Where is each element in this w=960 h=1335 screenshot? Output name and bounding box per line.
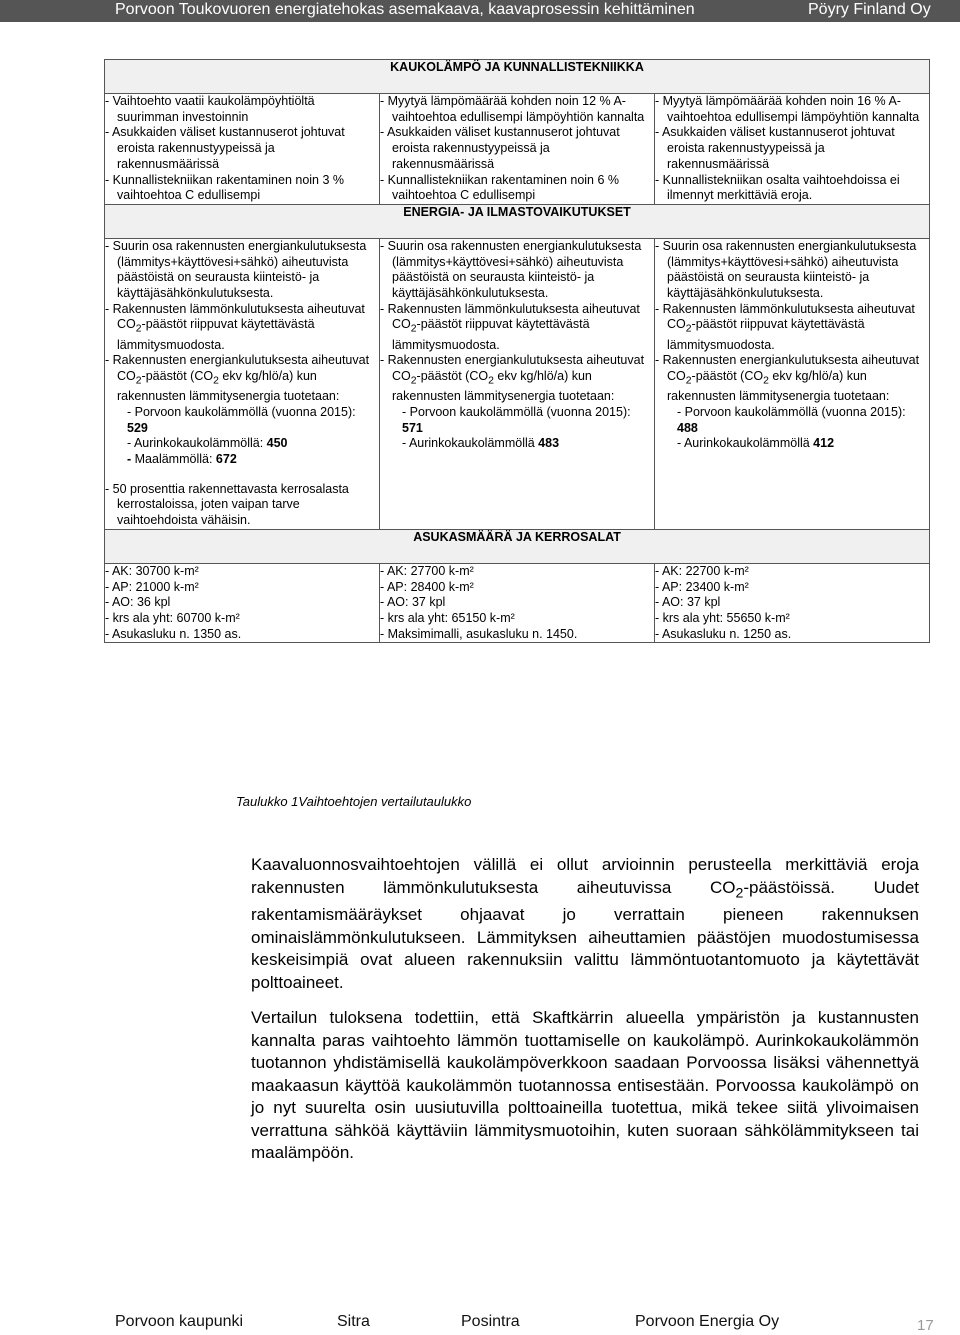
sub-item: - Maalämmöllä: 672 [127, 452, 237, 467]
list-item: - AK: 30700 k-m² [105, 563, 199, 578]
sub-item: - Aurinkokaukolämmöllä 412 [677, 436, 835, 451]
list-item: - Asukkaiden väliset kustannuserot johtuvat eroista rakennustyypeissä ja rakennusmäärissä [105, 125, 345, 171]
list-item: - Rakennusten lämmönkulutuksesta aiheutuvat $CO_2$-päästöt riippuvat käytettävästä lämmitysmuodosta. [655, 301, 915, 352]
list-item: - AP: 28400 k-m² [380, 579, 474, 594]
paragraph: Kaavaluonnosvaihtoehtojen välillä ei ollut arvioinnin perusteella merkittäviä eroja rakennusten lämmönkulutuksesta aiheutuvissa $CO_2$-päästöissä. Uudet rakentamismääräykset ohjaavat jo verrattain pieneen rakennuksen ominaislämmönkulutukseen. Lämmityksen aiheuttamien päästöjen muodostumisessa keskeisimpiä ovat alueen rakennuksiin valittu lämmöntuotantomuoto ja käytettävät polttoaineet. [251, 855, 919, 992]
list-item: - Rakennusten energiankulutuksesta aiheutuvat $CO_2$-päästöt ($CO_2$ ekv kg/hlö/a) kun rakennusten lämmitysenergia tuotetaan: [380, 353, 645, 404]
list-item: - Kunnallistekniikan osalta vaihtoehdoissa ei ilmennyt merkittäviä eroja. [655, 172, 900, 203]
section-title-energy: ENERGIA- JA ILMASTOVAIKUTUKSET [105, 204, 930, 238]
list-item: - Kunnallistekniikan rakentaminen noin 3 % vaihtoehtoa C edullisempi [105, 172, 345, 203]
sub-item: - Aurinkokaukolämmöllä 483 [402, 436, 560, 451]
list-item: - Suurin osa rakennusten energiankulutuksesta (lämmitys+käyttövesi+sähkö) aiheutuvista päästöistä on seurausta kiinteistö- ja käyttäjäsähkönkulutuksesta. [380, 238, 642, 301]
header-title: Porvoon Toukovuoren energiatehokas asemakaava, kaavaprosessin kehittäminen [115, 1, 695, 18]
section-title-district-heating: KAUKOLÄMPÖ JA KUNNALLISTEKNIIKKA [105, 60, 930, 94]
comparison-table [104, 59, 930, 643]
list-item: - Suurin osa rakennusten energiankulutuksesta (lämmitys+käyttövesi+sähkö) aiheutuvista päästöistä on seurausta kiinteistö- ja käyttäjäsähkönkulutuksesta. [105, 238, 367, 301]
list-item: - 50 prosenttia rakennettavasta kerrosalasta kerrostaloissa, joten vaipan tarve vaihtoehdoista vähäisin. [105, 481, 349, 528]
sub-item: - Porvoon kaukolämmöllä (vuonna 2015): 529 [127, 404, 356, 435]
list-item: - AO: 36 kpl [105, 595, 171, 610]
footer-item: Posintra [461, 1313, 520, 1330]
page-footer [0, 1313, 960, 1335]
district-heating-col1 [105, 94, 380, 205]
list-item: - AK: 22700 k-m² [655, 563, 749, 578]
list-item: - Myytyä lämpömäärää kohden noin 12 % A-vaihtoehtoa edullisempi lämpöyhtiön kannalta [380, 94, 645, 124]
sub-item: - Porvoon kaukolämmöllä (vuonna 2015): 571 [402, 404, 631, 435]
header-company: Pöyry Finland Oy [808, 1, 931, 18]
list-item: - Rakennusten energiankulutuksesta aiheutuvat $CO_2$-päästöt ($CO_2$ ekv kg/hlö/a) kun rakennusten lämmitysenergia tuotetaan: [105, 353, 370, 404]
energy-col2 [380, 238, 655, 529]
list-item: - Maksimimalli, asukasluku n. 1450. [380, 626, 578, 641]
footer-item: Porvoon kaupunki [115, 1313, 244, 1330]
paragraph: Vertailun tuloksena todettiin, että Skaftkärrin alueella ympäristön ja kustannusten kannalta paras vaihtoehto lämmön tuottamiselle on kaukolämpö. Aurinkokaukolämmön tuotannon yhdistämisellä kaukolämpöverkkoon saadaan Porvoossa lisäksi vähennettyä maakaasun käyttöä kaukolämmön tuotannossa entisestään. Porvoossa kaukolämpö on jo nyt suurelta osin uusiutuvilla polttoaineilla tuotettua, mikä tekee siitä ylivoimaisen verrattuna sähköä käyttäviin lämmitysmuotoihin, kuten suoraan sähkölämmitykseen tai maalämpöön. [251, 1008, 919, 1163]
page-header [0, 0, 960, 22]
list-item: - Suurin osa rakennusten energiankulutuksesta (lämmitys+käyttövesi+sähkö) aiheutuvista päästöistä on seurausta kiinteistö- ja käyttäjäsähkönkulutuksesta. [655, 238, 917, 301]
residents-col2 [380, 563, 655, 643]
list-item: - krs ala yht: 60700 k-m² [105, 610, 240, 625]
list-item: - Rakennusten lämmönkulutuksesta aiheutuvat $CO_2$-päästöt riippuvat käytettävästä lämmitysmuodosta. [105, 301, 365, 352]
footer-item: Porvoon Energia Oy [635, 1313, 780, 1330]
list-item: - AO: 37 kpl [655, 595, 721, 610]
list-item: - AK: 27700 k-m² [380, 563, 474, 578]
list-item: - Asukasluku n. 1350 as. [105, 626, 242, 641]
page-number: 17 [917, 1317, 934, 1334]
body-text [251, 854, 919, 1178]
residents-col1 [105, 563, 380, 643]
sub-item: - Porvoon kaukolämmöllä (vuonna 2015): 488 [677, 404, 906, 435]
list-item: - krs ala yht: 55650 k-m² [655, 610, 790, 625]
list-item: - Asukkaiden väliset kustannuserot johtuvat eroista rakennustyypeissä ja rakennusmäärissä [655, 125, 895, 171]
list-item: - AP: 21000 k-m² [105, 579, 199, 594]
district-heating-col3 [655, 94, 930, 205]
list-item: - Kunnallistekniikan rakentaminen noin 6 % vaihtoehtoa C edullisempi [380, 172, 620, 203]
table-caption: Taulukko 1Vaihtoehtojen vertailutaulukko [236, 794, 472, 809]
footer-item: Sitra [337, 1313, 370, 1330]
list-item: - AO: 37 kpl [380, 595, 446, 610]
list-item: - Rakennusten lämmönkulutuksesta aiheutuvat $CO_2$-päästöt riippuvat käytettävästä lämmitysmuodosta. [380, 301, 640, 352]
list-item: - AP: 23400 k-m² [655, 579, 749, 594]
list-item: - Rakennusten energiankulutuksesta aiheutuvat $CO_2$-päästöt ($CO_2$ ekv kg/hlö/a) kun rakennusten lämmitysenergia tuotetaan: [655, 353, 920, 404]
sub-item: - Aurinkokaukolämmöllä: 450 [127, 436, 288, 451]
list-item: - krs ala yht: 65150 k-m² [380, 610, 515, 625]
energy-col3 [655, 238, 930, 529]
district-heating-col2 [380, 94, 655, 205]
energy-col1 [105, 238, 380, 529]
list-item: - Asukasluku n. 1250 as. [655, 626, 792, 641]
list-item: - Asukkaiden väliset kustannuserot johtuvat eroista rakennustyypeissä ja rakennusmäärissä [380, 125, 620, 171]
list-item: - Vaihtoehto vaatii kaukolämpöyhtiöltä suurimman investoinnin [105, 94, 315, 124]
section-title-residents: ASUKASMÄÄRÄ JA KERROSALAT [105, 529, 930, 563]
list-item: - Myytyä lämpömäärää kohden noin 16 % A-vaihtoehtoa edullisempi lämpöyhtiön kannalta [655, 94, 920, 124]
residents-col3 [655, 563, 930, 643]
